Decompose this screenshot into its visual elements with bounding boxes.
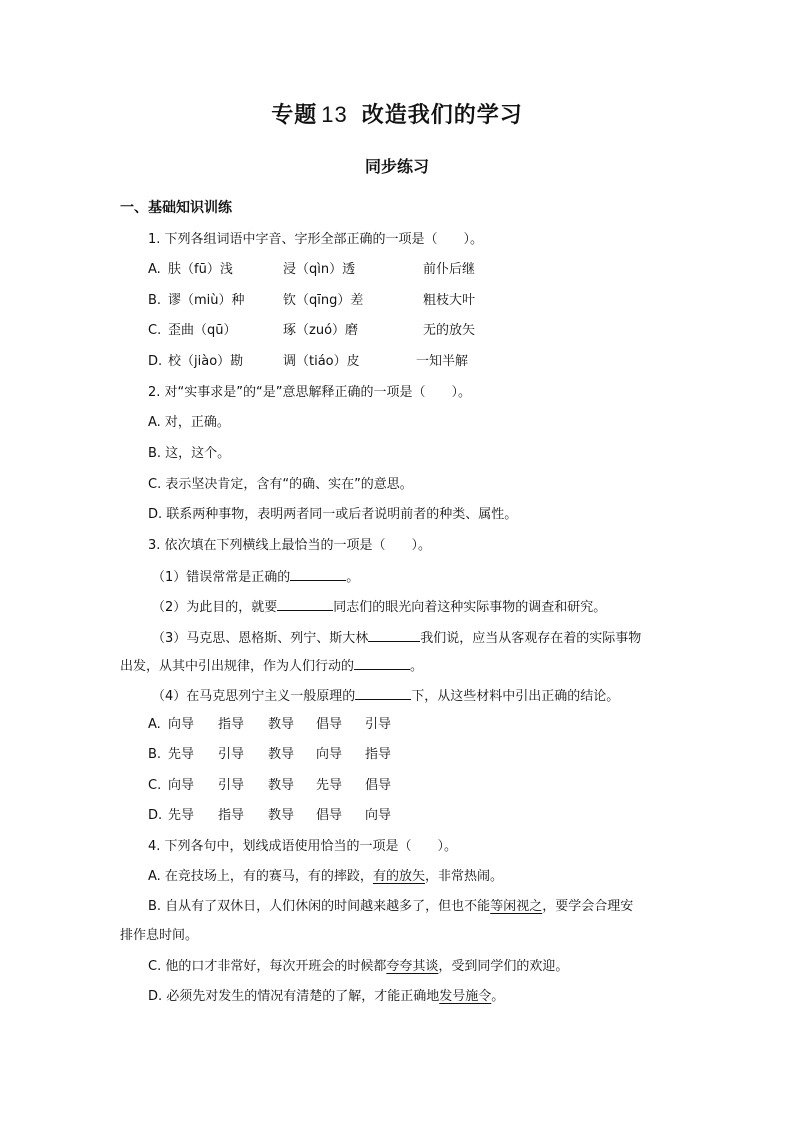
option-word: 琢（zuó）磨 <box>283 323 359 338</box>
question-1-option-c <box>148 322 476 340</box>
sentence-text: ，非常热闹。 <box>424 869 503 884</box>
question-3-option-c <box>148 777 392 795</box>
option-word: 前仆后继 <box>423 262 476 277</box>
option-word: 向导 <box>168 717 195 732</box>
underlined-idiom: 有的放矢 <box>372 869 425 884</box>
option-word: 向导 <box>316 747 343 762</box>
sentence-text: 我们说，应当从客观存在着的实际事物 <box>420 631 642 646</box>
title-main: 改造我们的学习 <box>361 103 523 128</box>
sentence-text: （2）为此目的，就要 <box>152 600 278 615</box>
option-word: 先导 <box>316 778 343 793</box>
option-label: B. <box>148 293 162 308</box>
sentence-text: （3）马克思、恩格斯、列宁、斯大林 <box>152 631 369 646</box>
sentence-text: A. 在竞技场上，有的赛马，有的摔跤， <box>148 869 373 884</box>
sentence-text: D. 必须先对发生的情况有清楚的了解，才能正确地 <box>148 989 440 1004</box>
option-label: C. <box>148 778 162 793</box>
question-4-option-b-cont: 排作息时间。 <box>120 928 199 943</box>
question-2-option-a: A. 对，正确。 <box>148 415 230 430</box>
question-1-option-b <box>148 292 476 310</box>
section-heading: 一、基础知识训练 <box>120 200 232 216</box>
sentence-text: ，要学会合理安 <box>542 899 634 914</box>
title-prefix: 专题 <box>271 103 318 128</box>
option-word: 浸（qìn）透 <box>283 262 356 277</box>
option-word: 钦（qīng）差 <box>283 293 364 308</box>
fill-blank <box>368 628 420 642</box>
page-title <box>0 98 794 129</box>
question-1-stem: 1. 下列各组词语中字音、字形全部正确的一项是（ ）。 <box>148 232 484 247</box>
question-4-option-b <box>148 898 633 916</box>
sentence-text: （4）在马克思列宁主义一般原理的 <box>152 689 356 704</box>
question-3-option-d <box>148 807 392 825</box>
question-1-option-a <box>148 261 476 279</box>
question-2-option-b: B. 这，这个。 <box>148 446 231 461</box>
question-3-sentence-2 <box>152 597 606 617</box>
option-word: 指导 <box>365 747 392 762</box>
question-1-option-d <box>148 353 469 371</box>
underlined-idiom: 等闲视之 <box>490 899 543 914</box>
fill-blank <box>355 686 411 700</box>
underlined-idiom: 发号施令 <box>439 989 492 1004</box>
question-3-option-a <box>148 716 392 734</box>
option-label: A. <box>148 262 161 277</box>
underlined-idiom: 夸夸其谈 <box>386 959 439 974</box>
question-2-option-d: D. 联系两种事物，表明两者同一或后者说明前者的种类、属性。 <box>148 507 518 522</box>
option-word: 倡导 <box>316 808 343 823</box>
option-label: A. <box>148 717 161 732</box>
question-3-sentence-1 <box>152 567 359 587</box>
option-label: D. <box>148 808 163 823</box>
fill-blank <box>290 567 346 581</box>
question-2-option-c: C. 表示坚决肯定，含有“的确、实在”的意思。 <box>148 477 413 492</box>
question-4-option-d <box>148 988 504 1006</box>
fill-blank <box>354 656 410 670</box>
option-word: 先导 <box>168 808 195 823</box>
question-3-sentence-3-cont <box>120 656 423 676</box>
option-word: 引导 <box>218 778 245 793</box>
option-word: 引导 <box>218 747 245 762</box>
question-4-stem: 4. 下列各句中，划线成语使用恰当的一项是（ ）。 <box>148 839 458 854</box>
fill-blank <box>277 597 333 611</box>
option-word: 教导 <box>268 778 295 793</box>
option-word: 无的放矢 <box>423 323 476 338</box>
question-4-option-c <box>148 958 568 976</box>
option-word: 一知半解 <box>416 354 469 369</box>
title-number: 13 <box>321 102 348 127</box>
option-word: 调（tiáo）皮 <box>283 354 360 369</box>
option-word: 向导 <box>168 778 195 793</box>
sentence-text: B. 自从有了双休日，人们休闲的时间越来越多了，但也不能 <box>148 899 491 914</box>
question-4-option-a <box>148 868 503 886</box>
question-3-stem: 3. 依次填在下列横线上最恰当的一项是（ ）。 <box>148 538 432 553</box>
option-word: 指导 <box>218 717 245 732</box>
option-word: 教导 <box>268 717 295 732</box>
option-word: 倡导 <box>316 717 343 732</box>
option-word: 谬（miù）种 <box>168 293 245 308</box>
sentence-text: C. 他的口才非常好，每次开班会的时候都 <box>148 959 387 974</box>
option-word: 引导 <box>365 717 392 732</box>
sentence-text: 。 <box>410 659 424 674</box>
option-word: 指导 <box>218 808 245 823</box>
option-word: 歪曲（qū） <box>168 323 237 338</box>
option-label: D. <box>148 354 163 369</box>
option-word: 向导 <box>365 808 392 823</box>
question-3-sentence-3 <box>152 628 641 648</box>
sentence-text: 。 <box>346 570 360 585</box>
option-word: 先导 <box>168 747 195 762</box>
option-word: 校（jiào）勘 <box>168 354 244 369</box>
sentence-text: 。 <box>491 989 505 1004</box>
sentence-text: 下，从这些材料中引出正确的结论。 <box>411 689 620 704</box>
option-word: 倡导 <box>365 778 392 793</box>
sentence-text: 同志们的眼光向着这种实际事物的调查和研究。 <box>333 600 607 615</box>
option-label: B. <box>148 747 162 762</box>
option-word: 教导 <box>268 808 295 823</box>
question-3-option-b <box>148 746 392 764</box>
option-label: C. <box>148 323 162 338</box>
option-word: 粗枝大叶 <box>423 293 476 308</box>
page-subtitle: 同步练习 <box>364 157 429 176</box>
sentence-text: （1）错误常常是正确的 <box>152 570 291 585</box>
question-3-sentence-4 <box>152 686 619 706</box>
sentence-text: 出发，从其中引出规律，作为人们行动的 <box>120 659 355 674</box>
question-2-stem: 2. 对“实事求是”的“是”意思解释正确的一项是（ ）。 <box>148 385 471 400</box>
option-word: 教导 <box>268 747 295 762</box>
sentence-text: ，受到同学们的欢迎。 <box>438 959 569 974</box>
option-word: 肤（fū）浅 <box>168 262 233 277</box>
